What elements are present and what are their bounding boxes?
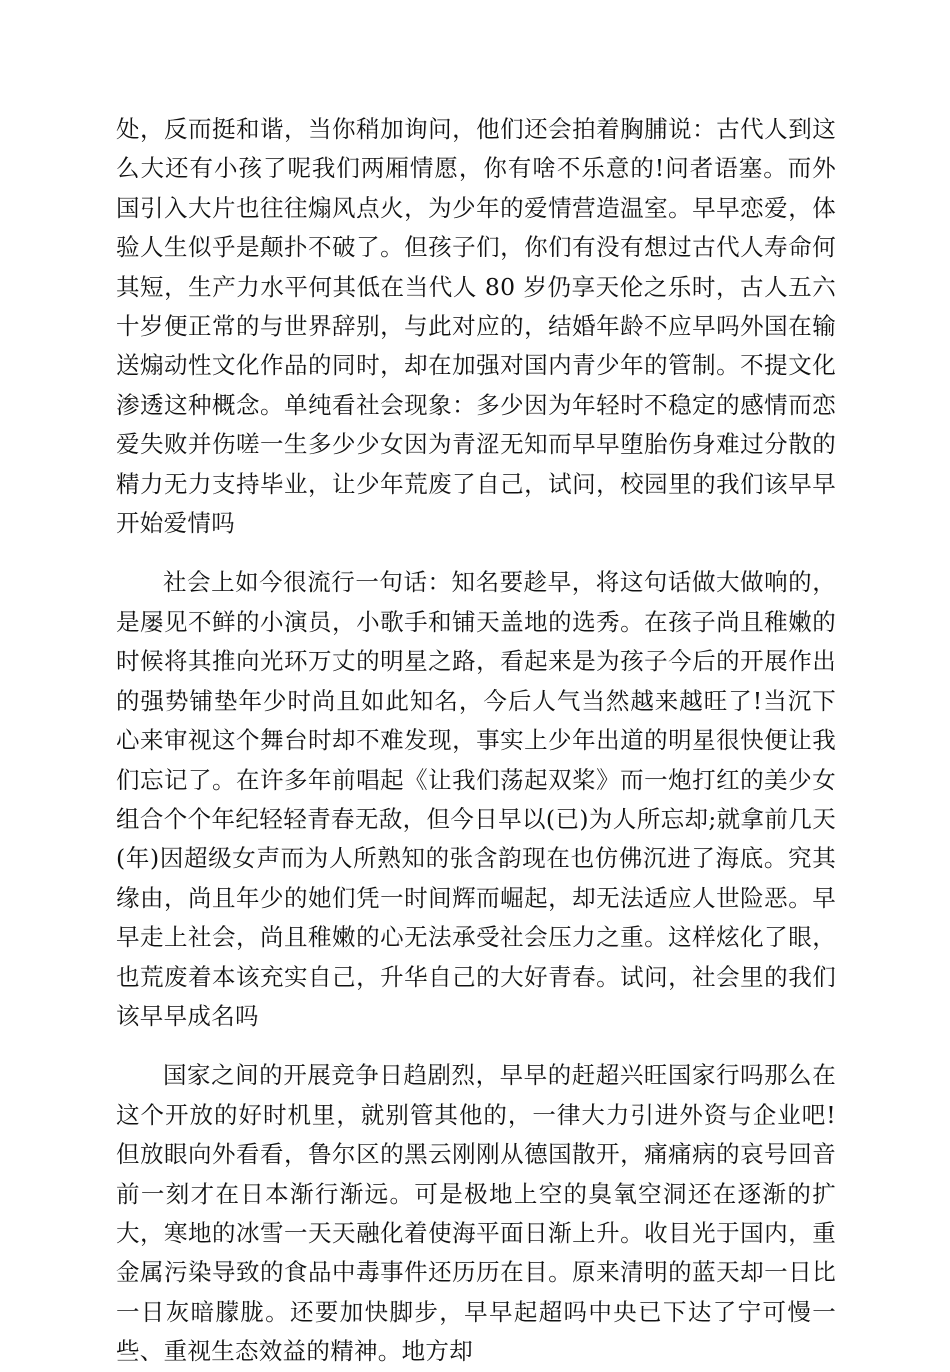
paragraph-3: 国家之间的开展竞争日趋剧烈，早早的赶超兴旺国家行吗那么在这个开放的好时机里，就别管其他的，一律大力引进外资与企业吧!但放眼向外看看，鲁尔区的黑云刚刚从德国散开，痛痛病的哀号回音前一刻才在日本渐行渐远。可是极地上空的臭氧空洞还在逐渐的扩大，寒地的冰雪一天天融化着使海平面日渐上升。收目光于国内，重金属污染导致的食品中毒事件还历历在目。原来清明的蓝天却一日比一日灰暗朦胧。还要加快脚步，早早起超吗中央已下达了宁可慢一些、重视生态效益的精神。地方却	[116, 1061, 836, 1366]
document-page	[116, 110, 836, 1372]
paragraph-1: 处，反而挺和谐，当你稍加询问，他们还会拍着胸脯说：古代人到这么大还有小孩了呢我们两厢情愿，你有啥不乐意的!问者语塞。而外国引入大片也往往煽风点火，为少年的爱情营造温室。早早恋爱，体验人生似乎是颠扑不破了。但孩子们，你们有没有想过古代人寿命何其短，生产力水平何其低在当代人 80 岁仍享天伦之乐时，古人五六十岁便正常的与世界辞别，与此对应的，结婚年龄不应早吗外国在输送煽动性文化作品的同时，却在加强对国内青少年的管制。不提文化渗透这种概念。单纯看社会现象：多少因为年轻时不稳定的感情而恋爱失败并伤嗟一生多少少女因为青涩无知而早早堕胎伤身难过分散的精力无力支持毕业，让少年荒废了自己，试问，校园里的我们该早早开始爱情吗	[116, 115, 836, 538]
paragraph-2: 社会上如今很流行一句话：知名要趁早，将这句话做大做响的，是屡见不鲜的小演员，小歌手和铺天盖地的选秀。在孩子尚且稚嫩的时候将其推向光环万丈的明星之路，看起来是为孩子今后的开展作出的强势铺垫年少时尚且如此知名，今后人气当然越来越旺了!当沉下心来审视这个舞台时却不难发现，事实上少年出道的明星很快便让我们忘记了。在许多年前唱起《让我们荡起双桨》而一炮打红的美少女组合个个年纪轻轻青春无敌，但今日早以(已)为人所忘却;就拿前几天(年)因超级女声而为人所熟知的张含韵现在也仿佛沉进了海底。究其缘由，尚且年少的她们凭一时间辉而崛起，却无法适应人世险恶。早早走上社会，尚且稚嫩的心无法承受社会压力之重。这样炫化了眼，也荒废着本该充实自己，升华自己的大好青春。试问，社会里的我们该早早成名吗	[116, 568, 836, 1030]
